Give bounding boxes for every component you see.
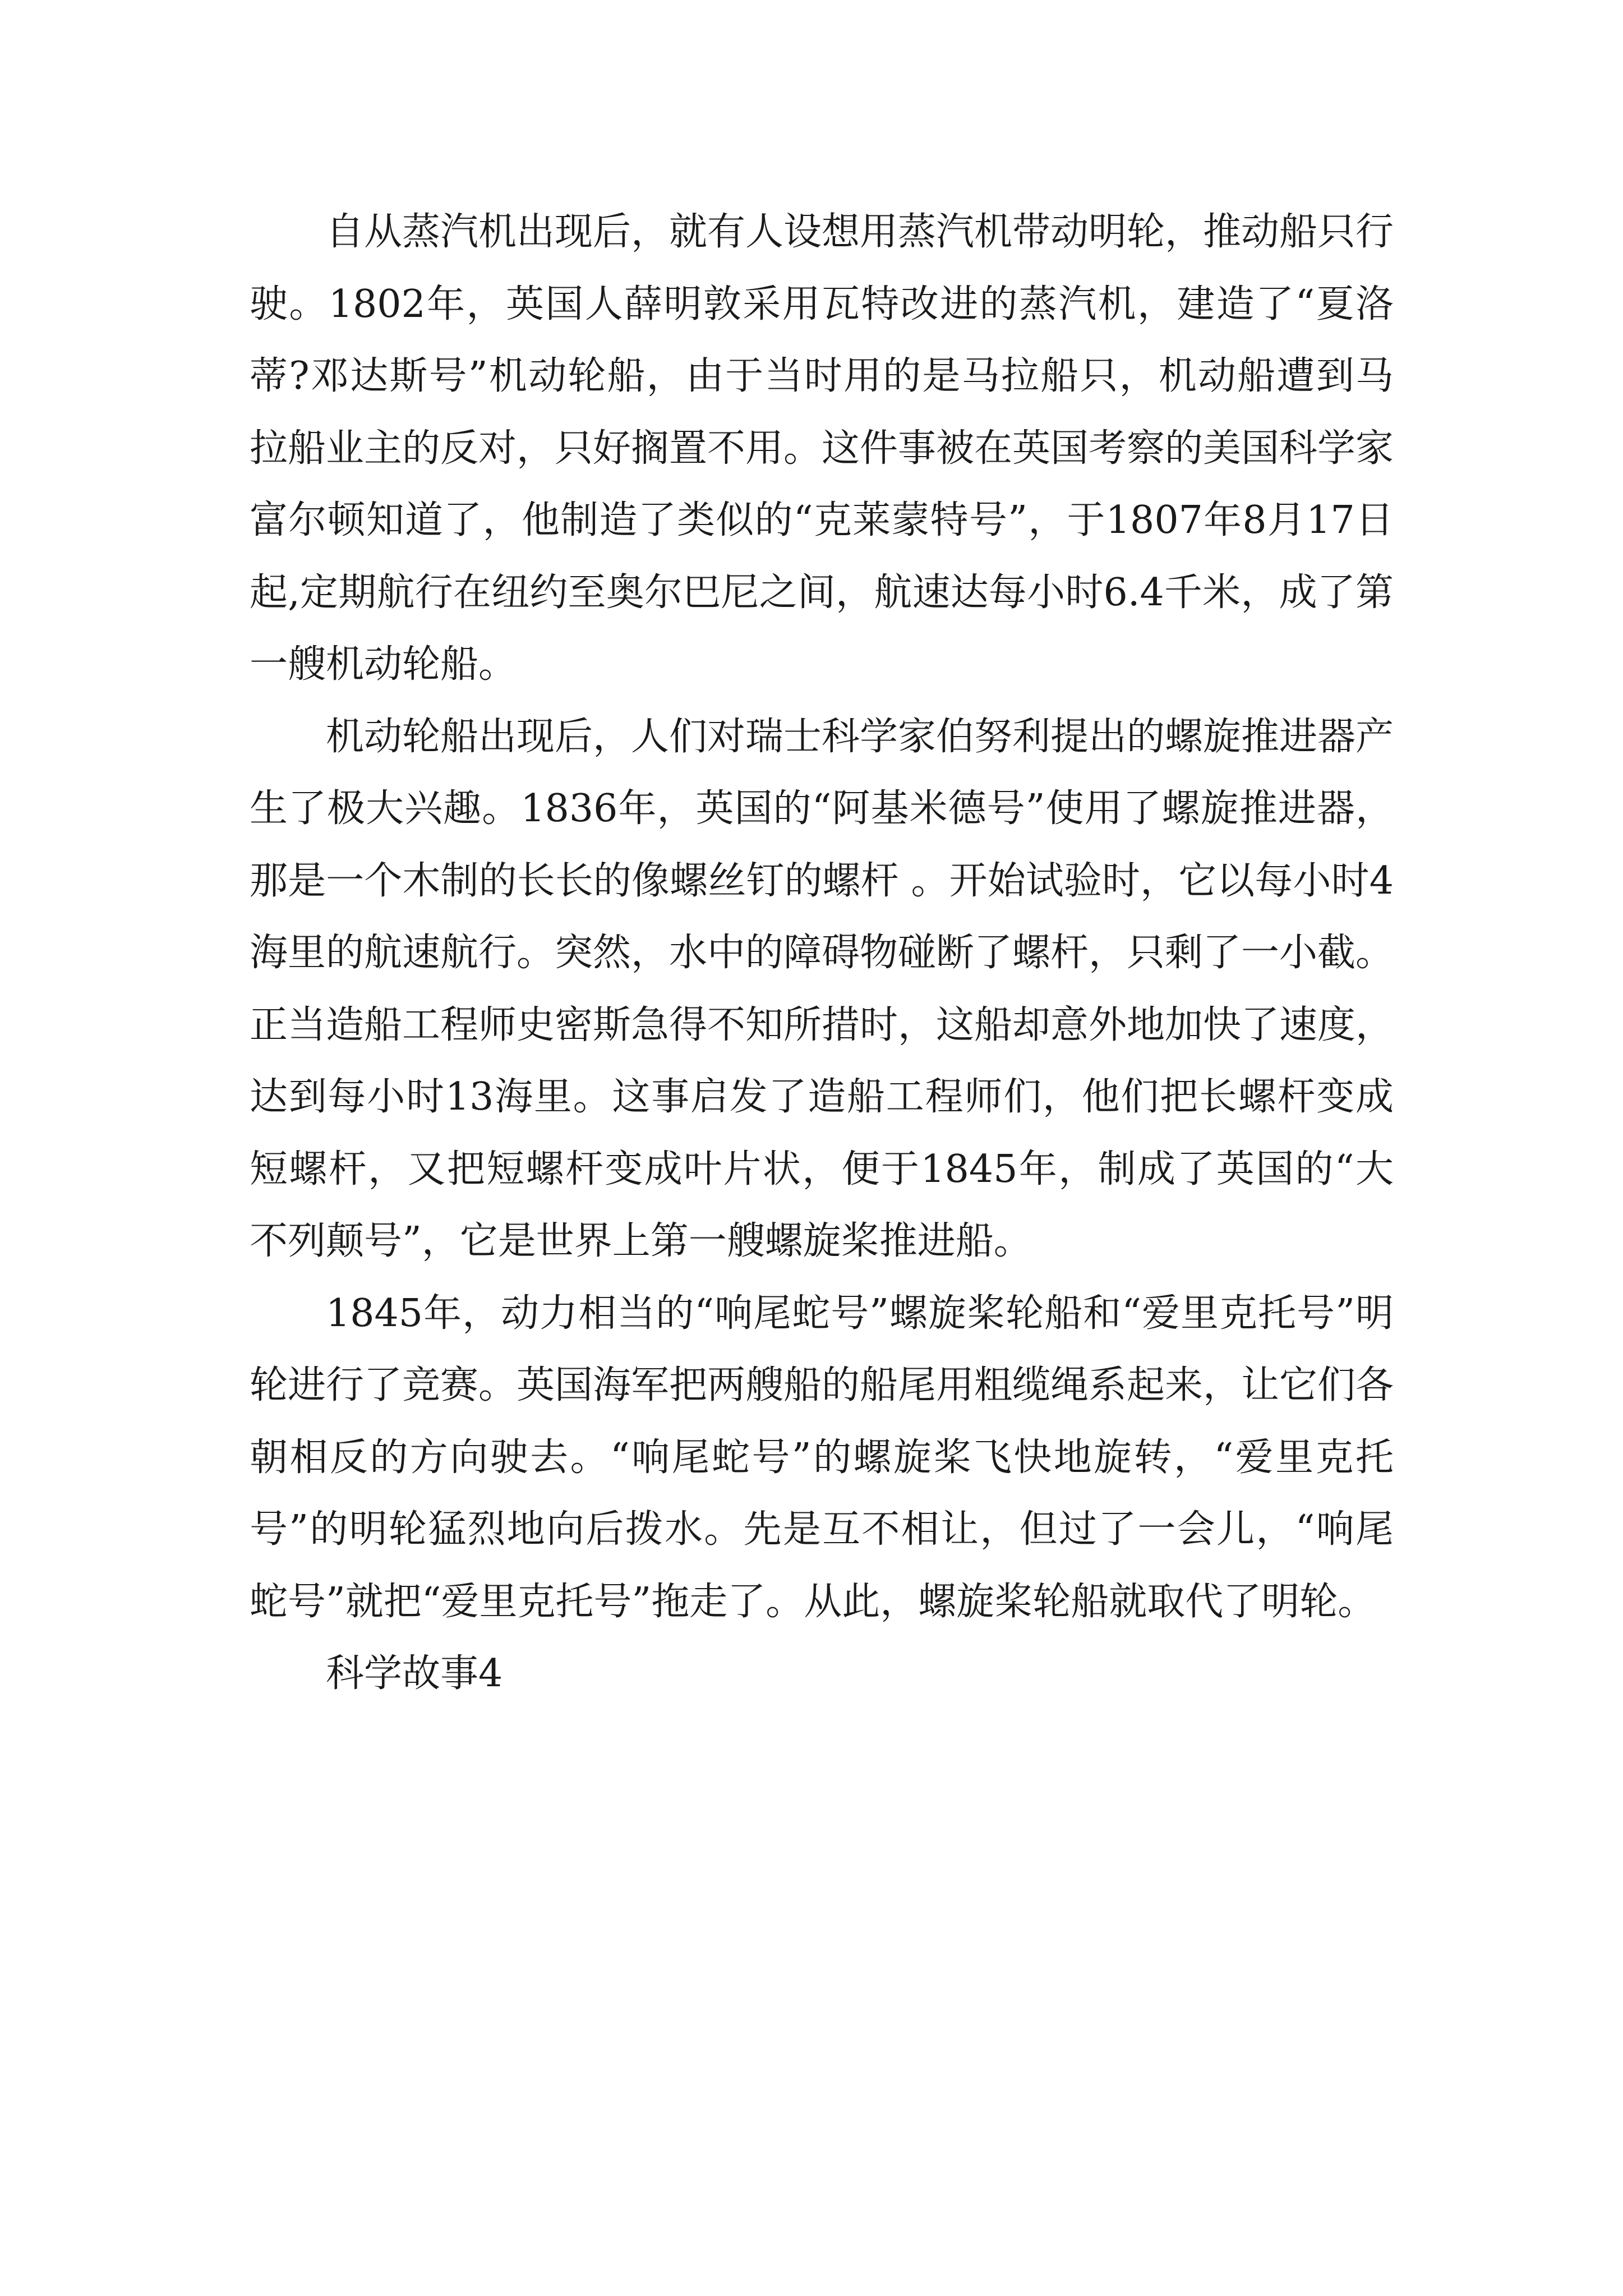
paragraph-screw-propeller: 机动轮船出现后，人们对瑞士科学家伯努利提出的螺旋推进器产生了极大兴趣。1836年，英国的“阿基米德号”使用了螺旋推进器，那是一个木制的长长的像螺丝钉的螺杆 。开始试验时，它以每小时4海里的航速航行。突然，水中的障碍物碰断了螺杆，只剩了一小截。正当造船工程师史密斯急得不知所措时，这船却意外地加快了速度，达到每小时13海里。这事启发了造船工程师们，他们把长螺杆变成短螺杆，又把短螺杆变成叶片状，便于1845年，制成了英国的“大不列颠号”，它是世界上第一艘螺旋桨推进船。 — [250, 714, 1394, 1263]
section-heading: 科学故事4 — [326, 1651, 503, 1696]
document-body — [250, 196, 1394, 1710]
paragraph-rattler-vs-alecto: 1845年，动力相当的“响尾蛇号”螺旋桨轮船和“爱里克托号”明轮进行了竞赛。英国海军把两艘船的船尾用粗缆绳系起来，让它们各朝相反的方向驶去。“响尾蛇号”的螺旋桨飞快地旋转，“爱里克托号”的明轮猛烈地向后拨水。先是互不相让，但过了一会儿，“响尾蛇号”就把“爱里克托号”拖走了。从此，螺旋桨轮船就取代了明轮。 — [250, 1291, 1394, 1624]
paragraph-steam-paddle-ships: 自从蒸汽机出现后，就有人设想用蒸汽机带动明轮，推动船只行驶。1802年，英国人薛明敦采用瓦特改进的蒸汽机，建造了“夏洛蒂?邓达斯号”机动轮船，由于当时用的是马拉船只，机动船遭到马拉船业主的反对，只好搁置不用。这件事被在英国考察的美国科学家富尔顿知道了，他制造了类似的“克莱蒙特号”，于1807年8月17日起,定期航行在纽约至奥尔巴尼之间，航速达每小时6.4千米，成了第一艘机动轮船。 — [250, 210, 1394, 687]
